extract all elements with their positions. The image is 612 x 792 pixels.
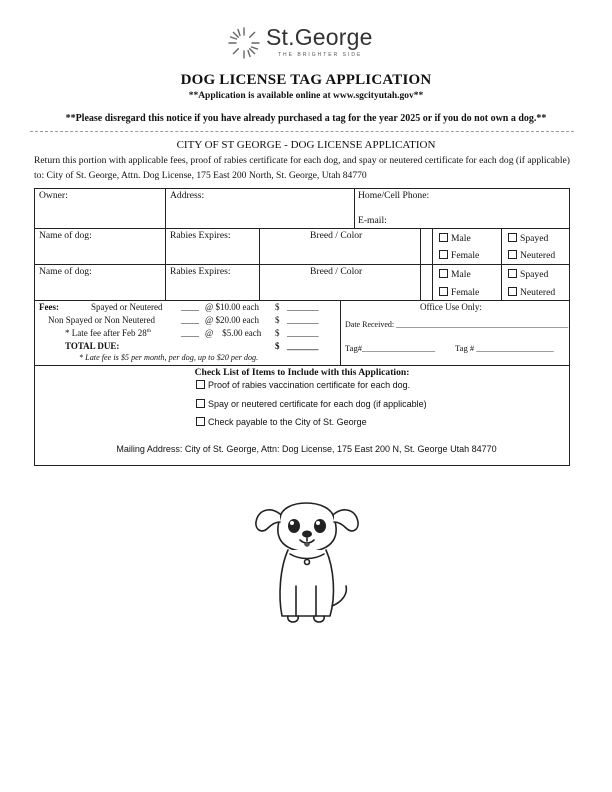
fee-nonspayed-blank: ____ [181, 315, 199, 325]
email-label: E-mail: [358, 215, 387, 226]
dog2-male-option[interactable]: Male [439, 269, 471, 280]
tag-number-field-2: Tag # __________________ [455, 343, 554, 353]
total-line: _______ [287, 341, 319, 351]
fee-spayed-line: _______ [287, 302, 319, 312]
fee-late-line: _______ [287, 328, 319, 338]
fee-spayed-dollar: $ [275, 302, 280, 312]
dog2-female-option[interactable]: Female [439, 287, 479, 298]
fees-label: Fees: [39, 302, 59, 312]
disregard-notice: **Please disregard this notice if you have already purchased a tag for the year 2025 or if you do not own a dog.** [65, 113, 547, 124]
dog1-female-option[interactable]: Female [439, 250, 479, 261]
page-title: DOG LICENSE TAG APPLICATION [180, 72, 432, 88]
total-due-label: TOTAL DUE: [65, 341, 120, 351]
logo-tagline: THE BRIGHTER SIDE [278, 52, 363, 58]
checklist-item-rabies[interactable]: Proof of rabies vaccination certificate for each dog. [196, 380, 410, 390]
fee-nonspayed-amount: @ $20.00 each [205, 315, 260, 325]
return-instructions: Return this portion with applicable fees, proof of rabies certificate for each dog, and spay or neutered certificate for each dog (if applicable) to: City of St. George, Attn. Dog License, 175 East 200 North, St. George, Utah 84770 [34, 155, 570, 181]
checkbox-icon[interactable] [196, 380, 205, 389]
phone-label: Home/Cell Phone: [358, 190, 430, 201]
fee-late-blank: ____ [181, 328, 199, 338]
checkbox-icon[interactable] [508, 287, 517, 296]
dog2-name-label: Name of dog: [39, 266, 92, 277]
checkbox-icon[interactable] [196, 399, 205, 408]
office-use-label: Office Use Only: [420, 302, 482, 312]
checklist-item-check[interactable]: Check payable to the City of St. George [196, 417, 367, 427]
dog1-spayed-option[interactable]: Spayed [508, 233, 548, 244]
logo-wordmark: St.George [266, 24, 373, 50]
fee-spayed-blank: ____ [181, 302, 199, 312]
fee-late-dollar: $ [275, 328, 280, 338]
checkbox-icon[interactable] [439, 250, 448, 259]
dog2-spayed-option[interactable]: Spayed [508, 269, 548, 280]
fee-late-desc: * Late fee after Feb 28th [65, 328, 151, 338]
cartoon-dog-illustration [250, 488, 362, 638]
dog2-rabies-label: Rabies Expires: [170, 266, 231, 277]
checkbox-icon[interactable] [196, 417, 205, 426]
dog1-male-option[interactable]: Male [439, 233, 471, 244]
fee-nonspayed-line: _______ [287, 315, 319, 325]
dog1-breed-label: Breed / Color [310, 230, 363, 241]
fee-spayed-amount: @ $10.00 each [205, 302, 260, 312]
checkbox-icon[interactable] [508, 250, 517, 259]
checklist-title: Check List of Items to Include with this Application: [194, 367, 410, 378]
date-received-field: Date Received: ___________________________________________ [345, 320, 569, 329]
checkbox-icon[interactable] [508, 233, 517, 242]
cut-line-divider [30, 131, 574, 132]
dog1-rabies-label: Rabies Expires: [170, 230, 231, 241]
checklist-item-spay-neuter[interactable]: Spay or neutered certificate for each dog (if applicable) [196, 399, 427, 409]
section-title: CITY OF ST GEORGE - DOG LICENSE APPLICATION [176, 139, 436, 151]
mailing-address: Mailing Address: City of St. George, Attn: Dog License, 175 East 200 N, St. George Utah 84770 [116, 444, 497, 454]
fee-nonspayed-dollar: $ [275, 315, 280, 325]
dog2-breed-label: Breed / Color [310, 266, 363, 277]
owner-label: Owner: [39, 190, 68, 201]
fee-late-amount: @ $5.00 each [205, 328, 262, 338]
online-note: **Application is available online at www.sgcityutah.gov** [188, 91, 424, 101]
checkbox-icon[interactable] [508, 269, 517, 278]
checkbox-icon[interactable] [439, 233, 448, 242]
fee-spayed-desc: Spayed or Neutered [91, 302, 163, 312]
total-dollar: $ [275, 341, 280, 351]
dog1-name-label: Name of dog: [39, 230, 92, 241]
tag-number-field-1: Tag#_________________ [345, 343, 436, 353]
dog1-neutered-option[interactable]: Neutered [508, 250, 555, 261]
checkbox-icon[interactable] [439, 287, 448, 296]
address-label: Address: [170, 190, 205, 201]
fee-nonspayed-desc: Non Spayed or Non Neutered [48, 315, 155, 325]
late-fee-note: * Late fee is $5 per month, per dog, up to $20 per dog. [79, 353, 259, 362]
checkbox-icon[interactable] [439, 269, 448, 278]
dog2-neutered-option[interactable]: Neutered [508, 287, 555, 298]
